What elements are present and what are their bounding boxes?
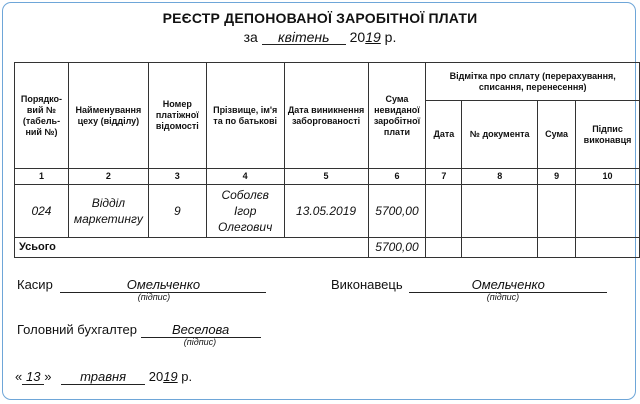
header-doc-number: № документа [462,101,538,169]
cashier-line [17,277,266,293]
accountant-label: Головний бухгалтер [17,322,137,337]
row-pay-sum [538,185,576,238]
cashier-signature: Омельченко [60,277,266,293]
cashier-caption: (підпис) [137,292,171,302]
executor-caption: (підпис) [486,292,520,302]
executor-label: Виконавець [331,277,403,292]
col-number: 6 [368,169,426,185]
period-suffix: р. [384,29,397,45]
header-department: Найменування цеху (відділу) [68,63,148,169]
date-year: 2019 [148,369,178,384]
col-number: 10 [576,169,640,185]
header-number: Порядко-вий № (табель-ний №) [15,63,69,169]
total-row [15,238,640,258]
document-date: « 13 » травня 2019 р. [15,369,193,384]
row-number: 024 [15,185,69,238]
header-signature: Підпис виконавця [576,101,640,169]
date-day: 13 [22,369,44,385]
accountant-signature: Веселова [141,322,261,338]
period-line [0,29,640,45]
row-date: 13.05.2019 [284,185,368,238]
executor-line [331,277,607,293]
col-number: 7 [426,169,462,185]
date-month: травня [61,369,145,385]
col-number: 5 [284,169,368,185]
col-number: 3 [148,169,206,185]
accountant-line [17,322,261,338]
col-number: 4 [206,169,284,185]
table-row [15,185,640,238]
header-pay-sum: Сума [538,101,576,169]
row-pay-date [426,185,462,238]
header-name: Прізвище, ім'я та по батькові [206,63,284,169]
header-statement: Номер платіжної відомості [148,63,206,169]
header-amount: Сума невиданої заробітної плати [368,63,426,169]
deposit-register-table [14,62,640,258]
period-year: 2019 [349,29,381,45]
total-amount: 5700,00 [368,238,426,258]
document-title: РЕЄСТР ДЕПОНОВАНОЇ ЗАРОБІТНОЇ ПЛАТИ [162,10,478,26]
total-label: Усього [15,238,369,258]
cashier-label: Касир [17,277,53,292]
row-statement: 9 [148,185,206,238]
row-name: Соболєв Ігор Олегович [206,185,284,238]
header-date: Дата виникнення заборгованості [284,63,368,169]
row-signature [576,185,640,238]
row-doc-number [462,185,538,238]
period-prefix: за [243,29,258,45]
col-number: 2 [68,169,148,185]
period-month: квітень [262,30,346,45]
col-number: 8 [462,169,538,185]
row-amount: 5700,00 [368,185,426,238]
col-number: 9 [538,169,576,185]
header-pay-date: Дата [426,101,462,169]
col-number: 1 [15,169,69,185]
executor-signature: Омельченко [409,277,607,293]
row-department: Відділ маркетингу [68,185,148,238]
date-suffix: р. [181,369,193,384]
header-payment-mark: Відмітка про сплату (перерахування, списання, перенесення) [426,63,640,101]
accountant-caption: (підпис) [183,337,217,347]
